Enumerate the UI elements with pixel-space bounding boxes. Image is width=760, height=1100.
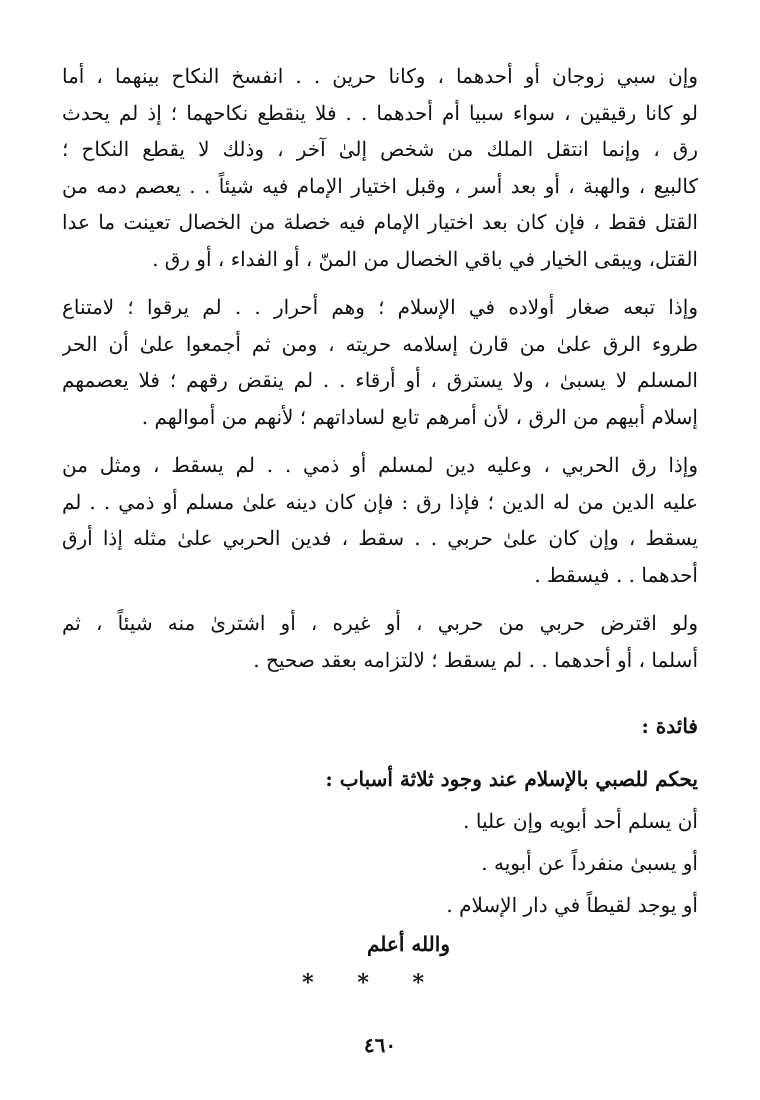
text-line: وإن سبي زوجان أو أحدهما ، وكانا حرين . . انفسخ النكاح بينهما ، أما: [62, 64, 698, 88]
text-line: وإذا تبعه صغار أولاده في الإسلام ؛ وهم أحرار . . لم يرقوا ؛ لامتناع: [62, 295, 698, 319]
faida-heading: فائدة :: [641, 714, 698, 738]
text-line: القتل فقط ، فإن كان بعد اختيار الإمام فيه خصلة من الخصال تعينت ما عدا: [62, 210, 698, 234]
faida-intro: يحكم للصبي بالإسلام عند وجود ثلاثة أسباب :: [325, 767, 698, 791]
text-line: وإذا رق الحربي ، وعليه دين لمسلم أو ذمي . . لم يسقط ، ومثل من: [62, 453, 698, 477]
text-line: لو كانا رقيقين ، سواء سبيا أم أحدهما . . فلا ينقطع نكاحهما ؛ إذ لم يحدث: [62, 100, 698, 125]
text-line: ولو اقترض حربي من حربي ، أو غيره ، أو اشترىٰ منه شيئاً ، ثم: [62, 611, 698, 635]
section-divider-stars: * * *: [302, 970, 442, 996]
text-line: إسلام أبيهم من الرق ، لأن أمرهم تابع لساداتهم ؛ لأنهم من أموالهم .: [141, 404, 698, 429]
text-line: يسقط ، وإن كان علىٰ حربي . . سقط ، فدين الحربي علىٰ مثله إذا أرق: [62, 526, 698, 550]
text-line: رق ، وإنما انتقل الملك من شخص إلىٰ آخر ، وذلك لا يقطع النكاح ؛: [62, 137, 698, 161]
faida-item: أو يوجد لقيطاً في دار الإسلام .: [446, 893, 698, 917]
text-line: أحدهما . . فيسقط .: [534, 562, 698, 587]
text-line: عليه الدين من له الدين ؛ فإذا رق : فإن كان دينه علىٰ مسلم أو ذمي . . لم: [62, 489, 698, 514]
text-line: كالبيع ، والهبة ، أو بعد أسر ، وقبل اختيار الإمام فيه شيئاً . . يعصم دمه من: [62, 173, 698, 198]
faida-item: أن يسلم أحد أبويه وإن عليا .: [463, 809, 698, 833]
text-line: المسلم لا يسبىٰ ، ولا يسترق ، أو أرقاء . . لم ينقض رقهم ؛ فلا يعصمهم: [62, 368, 698, 392]
page-number: ٤٦٠: [363, 1033, 397, 1057]
paragraph-2: [62, 289, 698, 435]
main-text: [62, 58, 698, 690]
paragraph-4: [62, 605, 698, 678]
text-line: طروء الرق علىٰ من قارن إسلامه حريته ، ومن ثم أجمعوا علىٰ أن الحر: [62, 331, 698, 356]
faida-item: أو يسبىٰ منفرداً عن أبويه .: [481, 851, 698, 875]
faida-list: [258, 758, 698, 926]
closing-phrase: والله أعلم: [366, 932, 450, 956]
text-line: القتل، ويبقى الخيار في باقي الخصال من المنّ ، أو الفداء ، أو رق .: [152, 246, 698, 271]
paragraph-1: [62, 58, 698, 277]
text-line: أسلما ، أو أحدهما . . لم يسقط ؛ لالتزامه بعقد صحيح .: [253, 647, 698, 672]
paragraph-3: [62, 447, 698, 593]
